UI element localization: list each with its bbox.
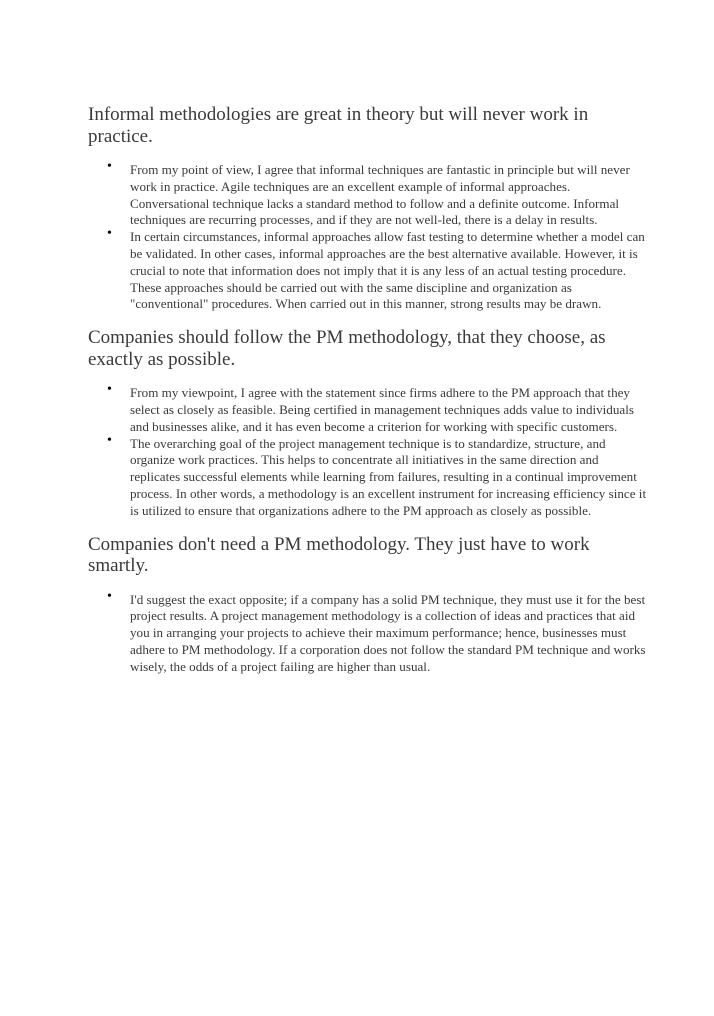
bullet-list: [88, 159, 648, 313]
bullet-item: [107, 432, 648, 520]
section-informal-methodologies: [88, 104, 648, 313]
bullet-icon: •: [107, 226, 112, 242]
bullet-item: [107, 382, 648, 435]
bullet-icon: •: [107, 432, 112, 448]
bullet-text: From my viewpoint, I agree with the statement since firms adhere to the PM approach that they select as closely as feasible. Being certified in management techniques adds value to individuals and businesses alike, and it has even become a criterion for working with specific customers.: [130, 385, 634, 434]
bullet-text: The overarching goal of the project management technique is to standardize, structure, and organize work practices. This helps to concentrate all initiatives in the same direction and replicates successful elements while learning from failures, resulting in a continual improvement process. In other words, a methodology is an excellent instrument for increasing efficiency since it is utilized to ensure that organizations adhere to the PM approach as closely as possible.: [130, 435, 647, 518]
bullet-icon: •: [107, 159, 112, 174]
bullet-list: [88, 382, 648, 519]
bullet-text: I'd suggest the exact opposite; if a company has a solid PM technique, they must use it for the best project results. A project management methodology is a collection of ideas and practices that aid you in arranging your projects to achieve their maximum performance; hence, businesses must adhere to PM methodology. If a corporation does not follow the standard PM technique and works wisely, the odds of a project failing are higher than usual.: [130, 591, 646, 674]
bullet-text: From my point of view, I agree that informal techniques are fantastic in principle but will never work in practice. Agile techniques are an excellent example of informal approaches. Conversational technique lacks a standard method to follow and a definite outcome. Informal techniques are recurring processes, and if they are not well-led, there is a delay in results.: [130, 162, 630, 228]
section-heading: Informal methodologies are great in theory but will never work in practice.: [88, 104, 589, 147]
bullet-icon: •: [107, 588, 112, 604]
section-follow-pm-methodology: [88, 327, 648, 519]
bullet-list: [88, 588, 648, 676]
section-heading: Companies don't need a PM methodology. They just have to work smartly.: [88, 533, 590, 577]
bullet-item: [107, 159, 648, 229]
bullet-item: [107, 226, 648, 313]
section-heading: Companies should follow the PM methodology, that they choose, as exactly as possible.: [88, 327, 606, 370]
bullet-text: In certain circumstances, informal approaches allow fast testing to determine whether a model can be validated. In other cases, informal approaches are the best alternative available. However, it is crucial to note that information does not imply that it is any less of an actual testing procedure. These approaches should be carried out with the same discipline and organization as "conventional" procedures. When carried out in this manner, strong results may be drawn.: [130, 229, 645, 312]
section-work-smartly: [88, 534, 648, 676]
document-page: [88, 104, 648, 676]
bullet-item: [107, 588, 648, 676]
bullet-icon: •: [107, 382, 112, 398]
